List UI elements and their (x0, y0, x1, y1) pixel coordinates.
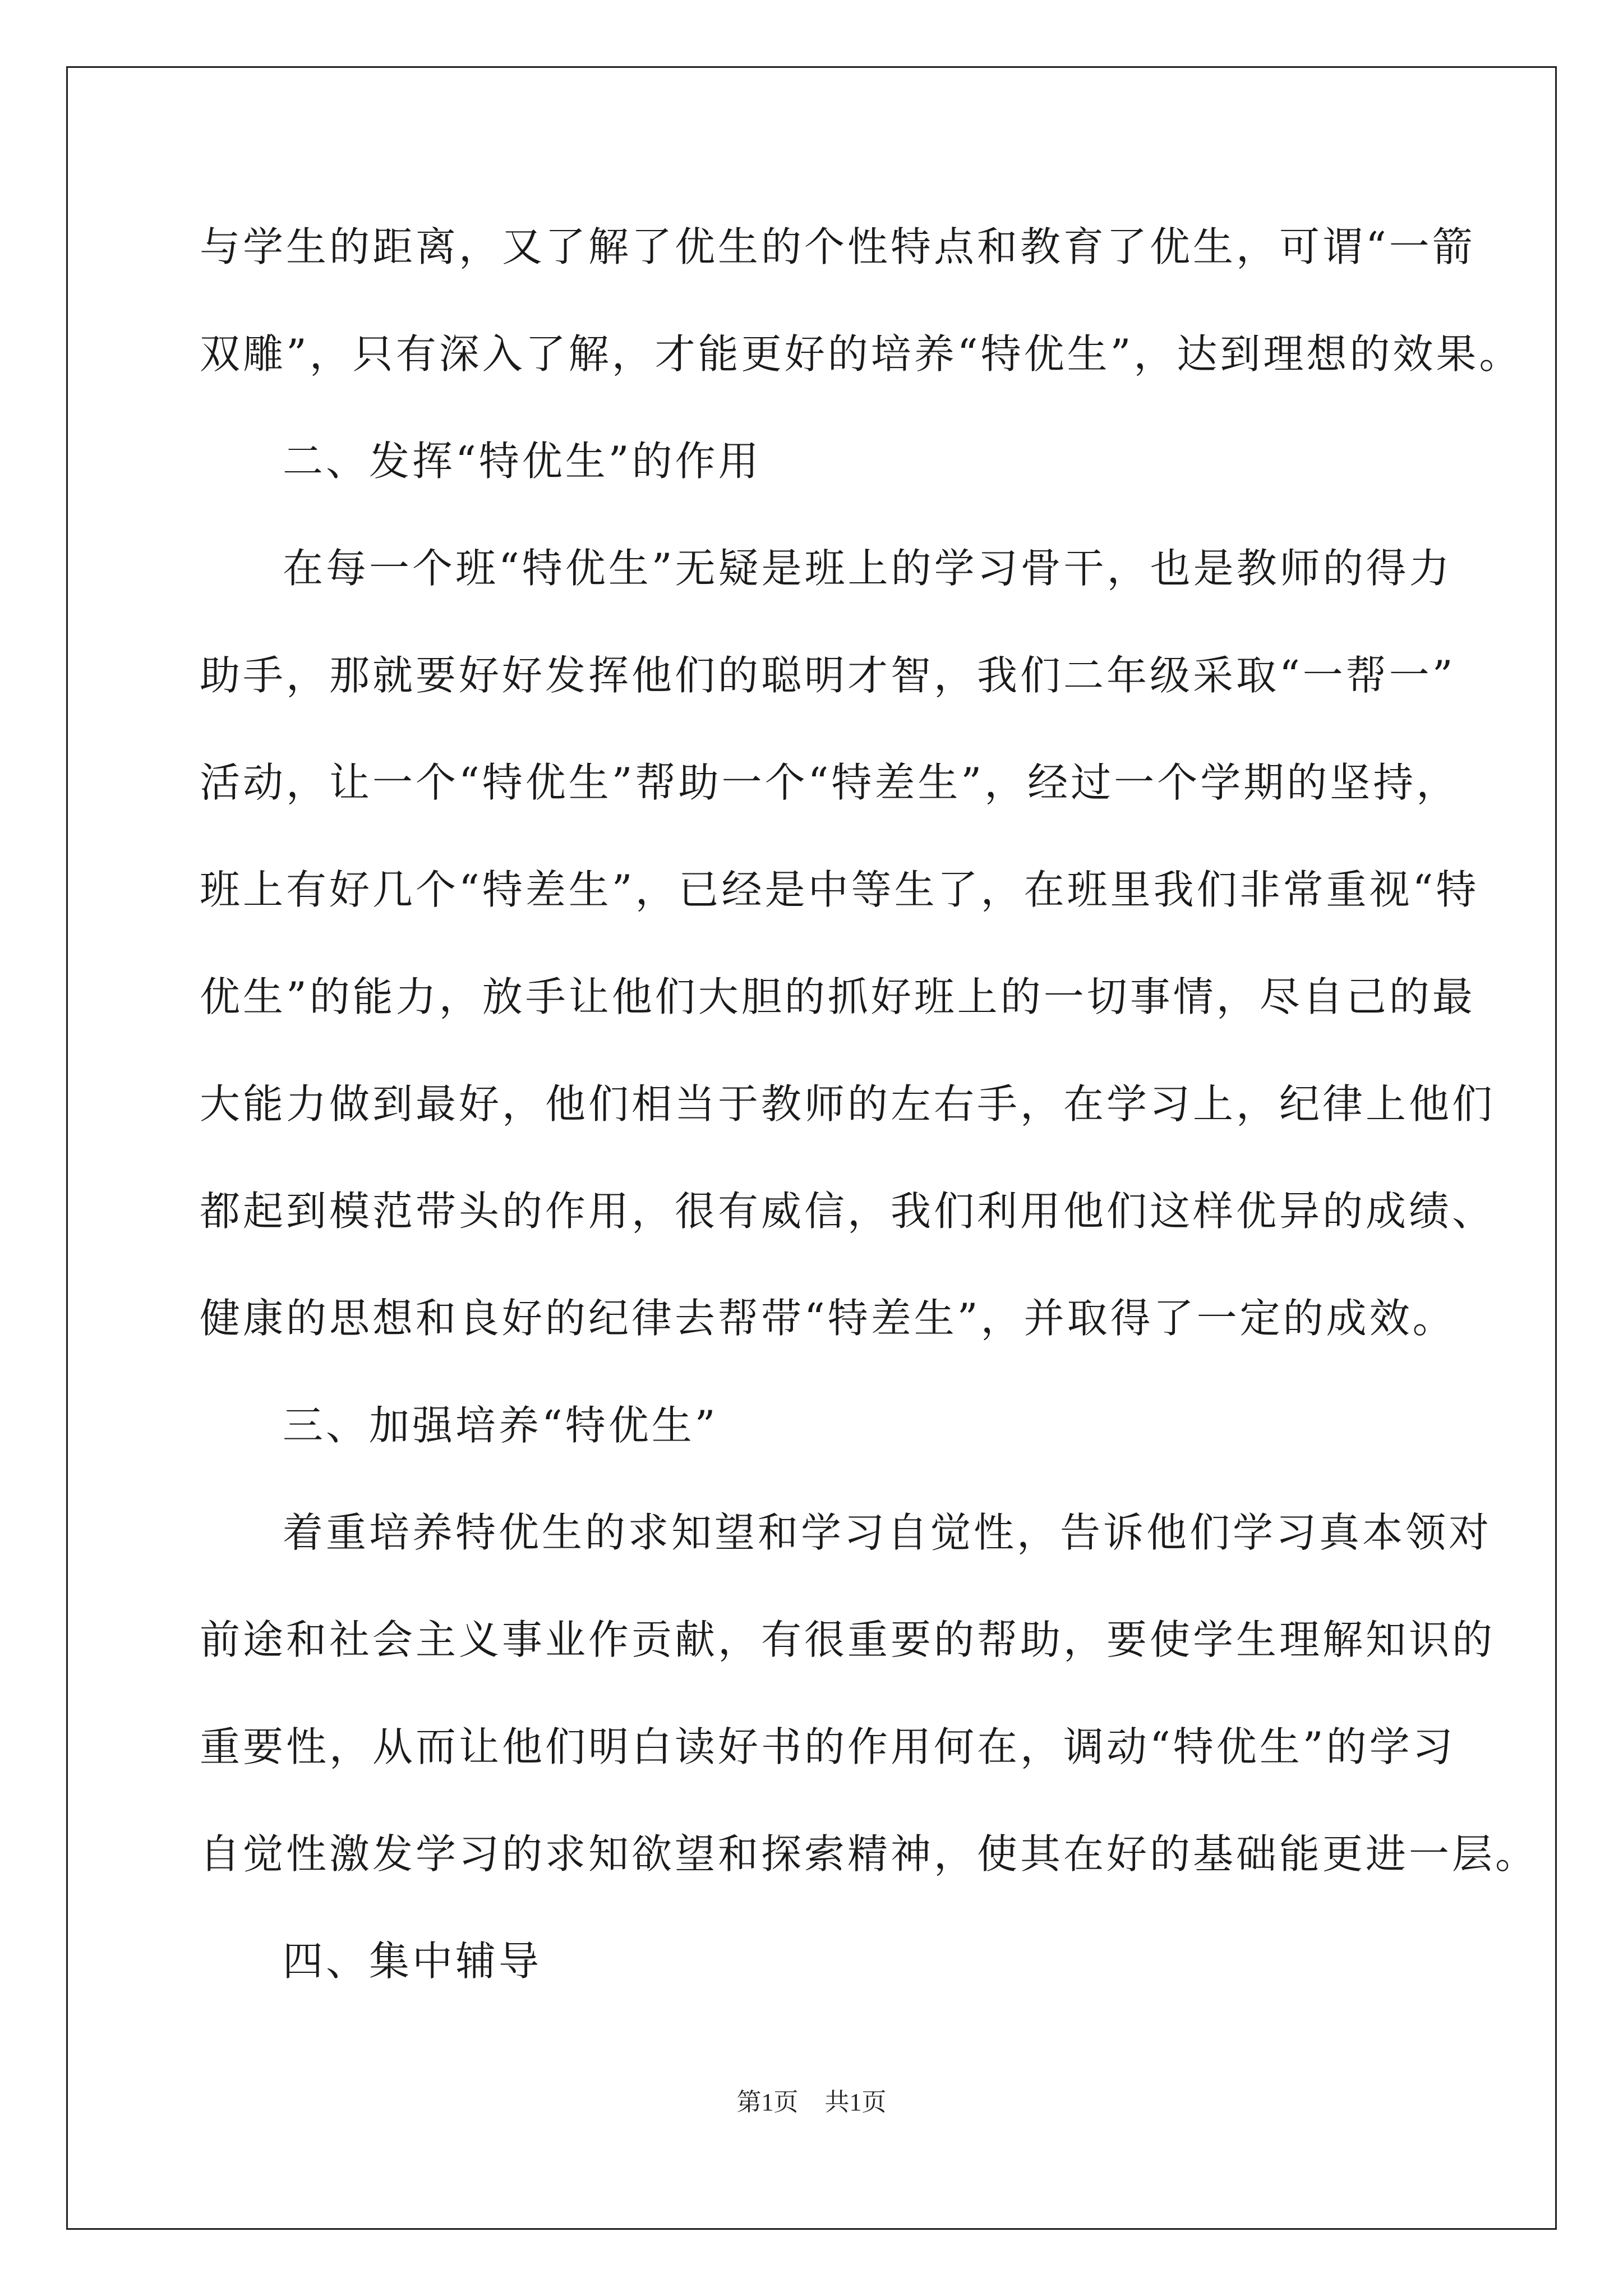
paragraph-line: 活动，让一个“特优生”帮助一个“特差生”，经过一个学期的坚持， (200, 759, 1460, 806)
page-number: 第1页 (736, 2088, 799, 2116)
paragraph-line: 自觉性激发学习的求知欲望和探索精神，使其在好的基础能更进一层。 (200, 1830, 1539, 1878)
paragraph-line: 大能力做到最好，他们相当于教师的左右手，在学习上，纪律上他们 (200, 1080, 1496, 1128)
paragraph-first-line: 三、加强培养“特优生” (283, 1402, 718, 1449)
paragraph-first-line: 二、发挥“特优生”的作用 (283, 438, 762, 485)
paragraph-line: 健康的思想和良好的纪律去帮带“特差生”，并取得了一定的成效。 (200, 1295, 1456, 1342)
paragraph-line: 双雕”，只有深入了解，才能更好的培养“特优生”，达到理想的效果。 (200, 330, 1523, 378)
page-footer (0, 2086, 1623, 2119)
paragraph-line: 都起到模范带头的作用，很有威信，我们利用他们这样优异的成绩、 (200, 1188, 1496, 1235)
paragraph-line: 前途和社会主义事业作贡献，有很重要的帮助，要使学生理解知识的 (200, 1616, 1496, 1663)
paragraph-line: 班上有好几个“特差生”，已经是中等生了，在班里我们非常重视“特 (200, 866, 1479, 913)
paragraph-first-line: 四、集中辅导 (283, 1938, 542, 1985)
paragraph-first-line: 着重培养特优生的求知望和学习自觉性，告诉他们学习真本领对 (283, 1509, 1492, 1556)
paragraph-line: 助手，那就要好好发挥他们的聪明才智，我们二年级采取“一帮一” (200, 652, 1456, 699)
paragraph-first-line: 在每一个班“特优生”无疑是班上的学习骨干，也是教师的得力 (283, 545, 1453, 592)
paragraph-line: 优生”的能力，放手让他们大胆的抓好班上的一切事情，尽自己的最 (200, 973, 1476, 1020)
paragraph-line: 重要性，从而让他们明白读好书的作用何在，调动“特优生”的学习 (200, 1723, 1456, 1770)
page-total: 共1页 (824, 2088, 887, 2116)
document-body (200, 220, 1539, 2041)
paragraph-line: 与学生的距离，又了解了优生的个性特点和教育了优生，可谓“一箭 (200, 223, 1476, 270)
